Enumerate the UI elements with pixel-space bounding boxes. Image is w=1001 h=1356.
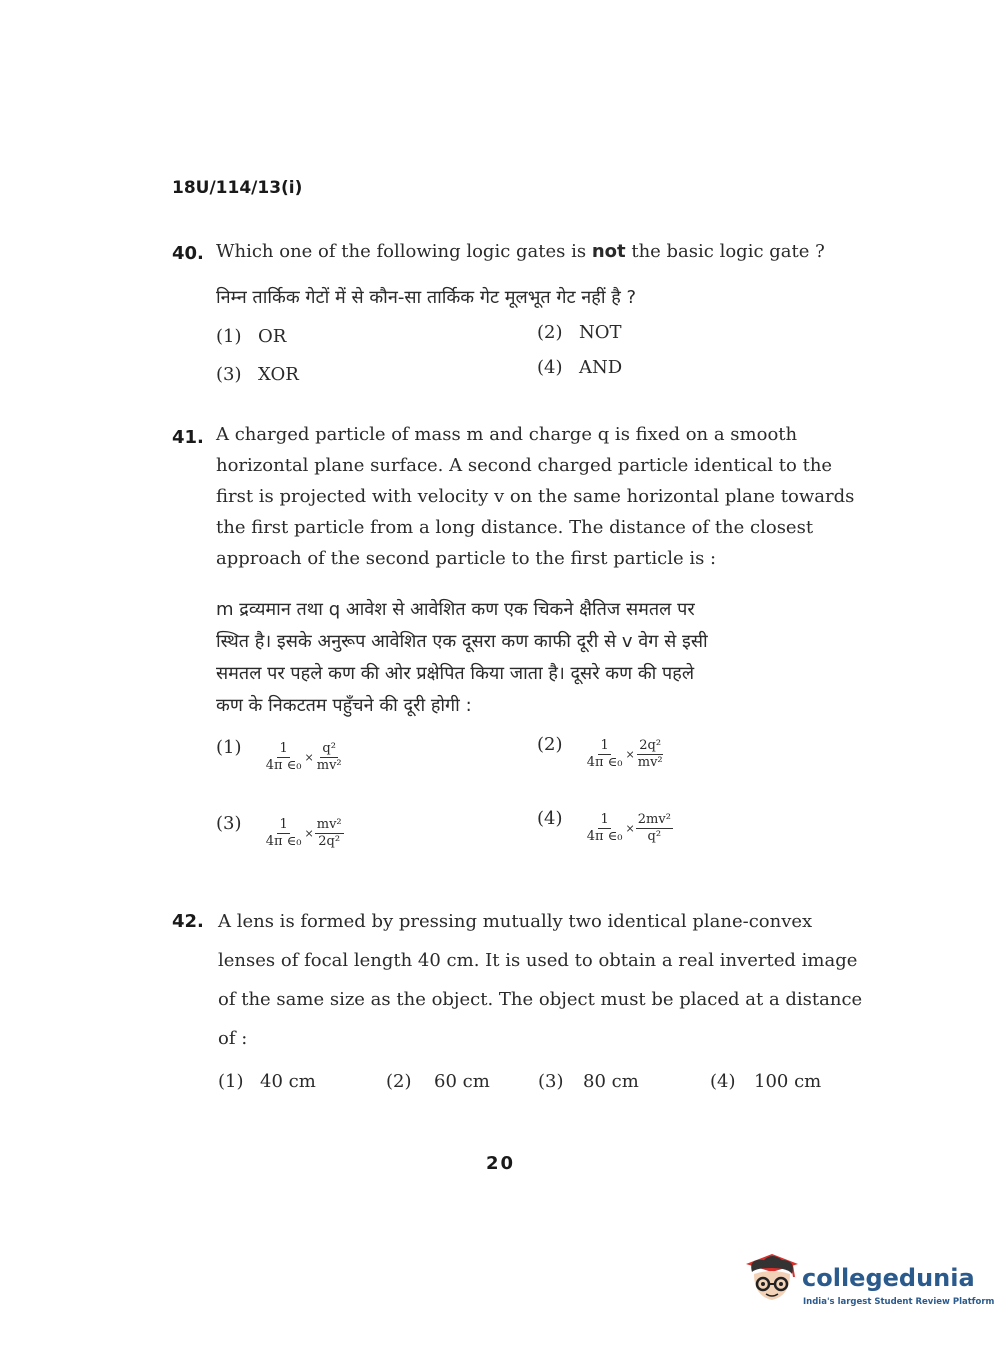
q41-option-3[interactable] — [216, 812, 344, 850]
option-text: XOR — [258, 364, 299, 385]
text-line: m द्रव्यमान तथा q आवेश से आवेशित कण एक चिकने क्षैतिज समतल पर — [216, 599, 695, 620]
option-text: AND — [579, 357, 623, 378]
fraction — [264, 817, 304, 850]
numerator: 1 — [279, 817, 288, 832]
option-number: (4) — [537, 357, 563, 378]
question-40-text-hi: निम्न तार्किक गेटों में से कौन-सा तार्किक गेट मूलभूत गेट नहीं है ? — [216, 287, 637, 308]
numerator: 1 — [279, 741, 288, 756]
paper-code: 18U/114/13(i) — [172, 178, 303, 198]
option-number: (2) — [537, 733, 563, 755]
fraction — [264, 741, 304, 774]
option-number: (3) — [216, 812, 242, 834]
text-line: horizontal plane surface. A second charged particle identical to the — [216, 455, 833, 476]
q40-option-1[interactable] — [216, 326, 286, 347]
question-41-text-en — [216, 419, 866, 574]
times-sign: × — [625, 748, 635, 761]
question-41-text-hi — [216, 594, 866, 722]
numerator: mv² — [316, 817, 342, 832]
page-number: 20 — [485, 1153, 516, 1174]
option-number: (3) — [538, 1071, 564, 1092]
emphasis-not: not — [591, 241, 626, 262]
question-40-number: 40. — [172, 243, 204, 264]
denominator: q² — [647, 829, 662, 844]
question-42-text-en — [218, 902, 878, 1058]
text-line: the first particle from a long distance. The distance of the closest — [216, 517, 814, 538]
text-line: of the same size as the object. The object must be placed at a distance — [218, 989, 863, 1010]
numerator: 2mv² — [637, 812, 671, 827]
option-number: (1) — [216, 736, 242, 758]
text-line: lenses of focal length 40 cm. It is used to obtain a real inverted image — [218, 950, 858, 971]
collegedunia-mascot-icon — [742, 1250, 802, 1312]
q41-option-4[interactable] — [537, 807, 673, 845]
times-sign: × — [304, 827, 314, 840]
option-number: (3) — [216, 364, 242, 385]
denominator: mv² — [637, 755, 663, 770]
numerator: 2q² — [639, 738, 662, 753]
text-line: of : — [218, 1028, 248, 1049]
option-text: NOT — [579, 322, 622, 343]
question-42-number: 42. — [172, 911, 204, 932]
collegedunia-logo-text: collegedunia — [802, 1264, 975, 1292]
q40-option-2[interactable] — [537, 322, 622, 343]
q40-option-4[interactable] — [537, 357, 622, 378]
q42-option-3[interactable] — [538, 1071, 639, 1092]
q42-option-4[interactable] — [710, 1071, 821, 1092]
text-line: A lens is formed by pressing mutually two identical plane-convex — [218, 911, 813, 932]
formula — [264, 741, 344, 774]
text-line: समतल पर पहले कण की ओर प्रक्षेपित किया जाता है। दूसरे कण की पहले — [216, 663, 695, 684]
formula — [585, 738, 665, 771]
denominator: 2q² — [318, 834, 341, 849]
denominator: 4π ∈₀ — [265, 834, 302, 849]
option-text: 100 cm — [754, 1071, 822, 1092]
option-text: 40 cm — [260, 1071, 316, 1092]
text-line: A charged particle of mass m and charge q is fixed on a smooth — [216, 424, 798, 445]
option-number: (1) — [216, 326, 242, 347]
q42-option-2[interactable] — [386, 1071, 490, 1092]
times-sign: × — [304, 751, 314, 764]
fraction — [636, 812, 673, 845]
fraction — [315, 817, 344, 850]
option-text: OR — [258, 326, 287, 347]
numerator: 1 — [600, 738, 609, 753]
times-sign: × — [625, 822, 635, 835]
denominator: mv² — [316, 758, 342, 773]
option-text: 60 cm — [434, 1071, 490, 1092]
q40-option-3[interactable] — [216, 364, 299, 385]
option-number: (2) — [537, 322, 563, 343]
option-text: 80 cm — [583, 1071, 639, 1092]
fraction — [585, 738, 625, 771]
text-line: स्थित है। इसके अनुरूप आवेशित एक दूसरा कण काफी दूरी से v वेग से इसी — [216, 631, 708, 652]
text-line: कण के निकटतम पहुँचने की दूरी होगी : — [216, 695, 472, 716]
formula — [585, 812, 673, 845]
fraction — [315, 741, 344, 774]
text-line: first is projected with velocity v on the same horizontal plane towards — [216, 486, 855, 507]
numerator: q² — [322, 741, 336, 756]
fraction — [636, 738, 665, 771]
denominator: 4π ∈₀ — [265, 758, 302, 773]
fraction — [585, 812, 625, 845]
text-line: approach of the second particle to the first particle is : — [216, 548, 717, 569]
denominator: 4π ∈₀ — [586, 829, 623, 844]
numerator: 1 — [600, 812, 609, 827]
option-number: (4) — [537, 807, 563, 829]
q41-option-1[interactable] — [216, 736, 344, 774]
denominator: 4π ∈₀ — [586, 755, 623, 770]
option-number: (1) — [218, 1071, 244, 1092]
q41-option-2[interactable] — [537, 733, 665, 771]
formula — [264, 817, 344, 850]
q42-option-1[interactable] — [218, 1071, 316, 1092]
option-number: (4) — [710, 1071, 736, 1092]
question-40-text-en: Which one of the following logic gates is not the basic logic gate ? — [216, 241, 825, 262]
collegedunia-tagline: India's largest Student Review Platform — [803, 1297, 995, 1307]
option-number: (2) — [386, 1071, 412, 1092]
question-41-number: 41. — [172, 427, 204, 448]
